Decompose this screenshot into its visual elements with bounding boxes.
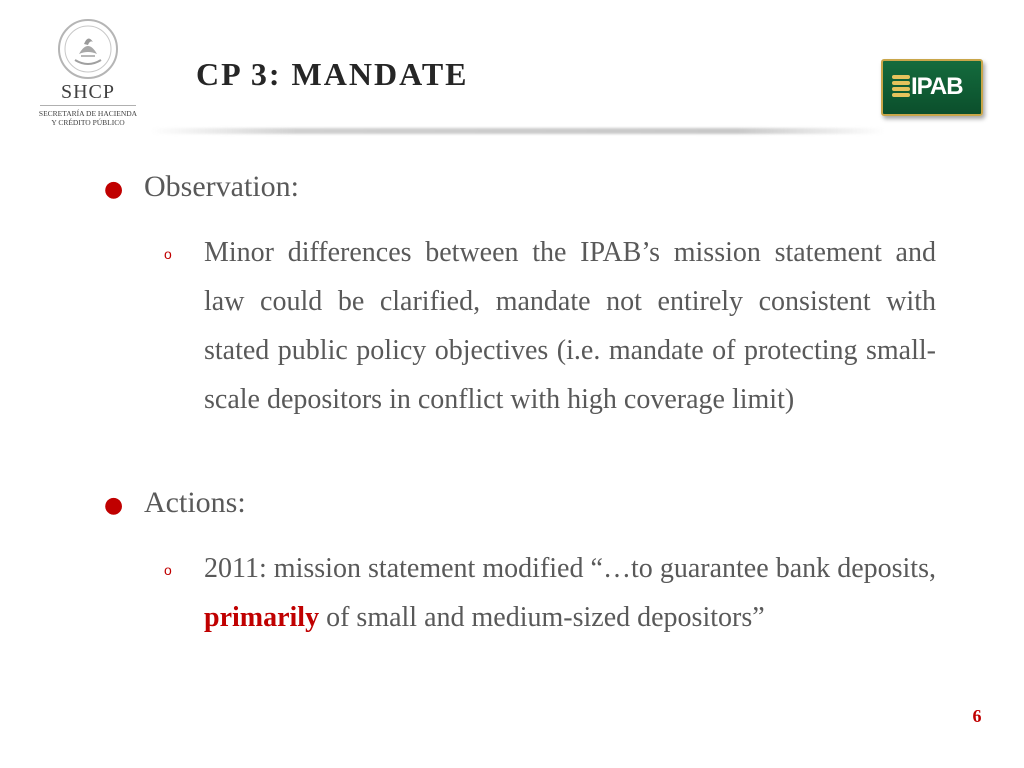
section-label-actions: Actions: xyxy=(144,486,246,519)
ipab-logo xyxy=(881,59,983,116)
slide-title: CP 3: MANDATE xyxy=(196,56,469,92)
slide-header xyxy=(0,0,1024,150)
shcp-subtitle-line2: Y CRÉDITO PÚBLICO xyxy=(51,118,125,127)
actions-text xyxy=(204,544,936,642)
section-label-observation: Observation: xyxy=(144,170,299,203)
actions-text-after: of small and medium-sized depositors” xyxy=(326,602,765,633)
header-divider xyxy=(150,128,885,134)
bullet-observation xyxy=(104,170,299,204)
ipab-bars-icon xyxy=(892,75,910,97)
observation-text: Minor differences between the IPAB’s mission statement and law could be clarified, mandate not entirely consistent with stated public policy objectives (i.e. mandate of protecting small-scale depositors in conflict with high coverage limit) xyxy=(204,237,936,415)
shcp-divider xyxy=(40,105,136,106)
bullet-dot-icon: ● xyxy=(104,493,124,518)
page-number: 6 xyxy=(972,706,982,726)
sub-bullet-icon: o xyxy=(164,246,172,262)
bullet-dot-icon: ● xyxy=(104,177,124,202)
ipab-logo-text: IPAB xyxy=(911,73,963,100)
sub-bullet-icon: o xyxy=(164,562,172,578)
shcp-logo xyxy=(34,18,142,142)
mexican-coat-of-arms-icon xyxy=(57,18,119,80)
bullet-actions xyxy=(104,486,246,520)
shcp-subtitle-line1: SECRETARÍA DE HACIENDA xyxy=(38,109,138,118)
shcp-name: SHCP xyxy=(60,81,116,103)
actions-text-before: 2011: mission statement modified “…to guarantee bank deposits, xyxy=(204,553,936,584)
actions-emphasis: primarily xyxy=(204,602,320,633)
